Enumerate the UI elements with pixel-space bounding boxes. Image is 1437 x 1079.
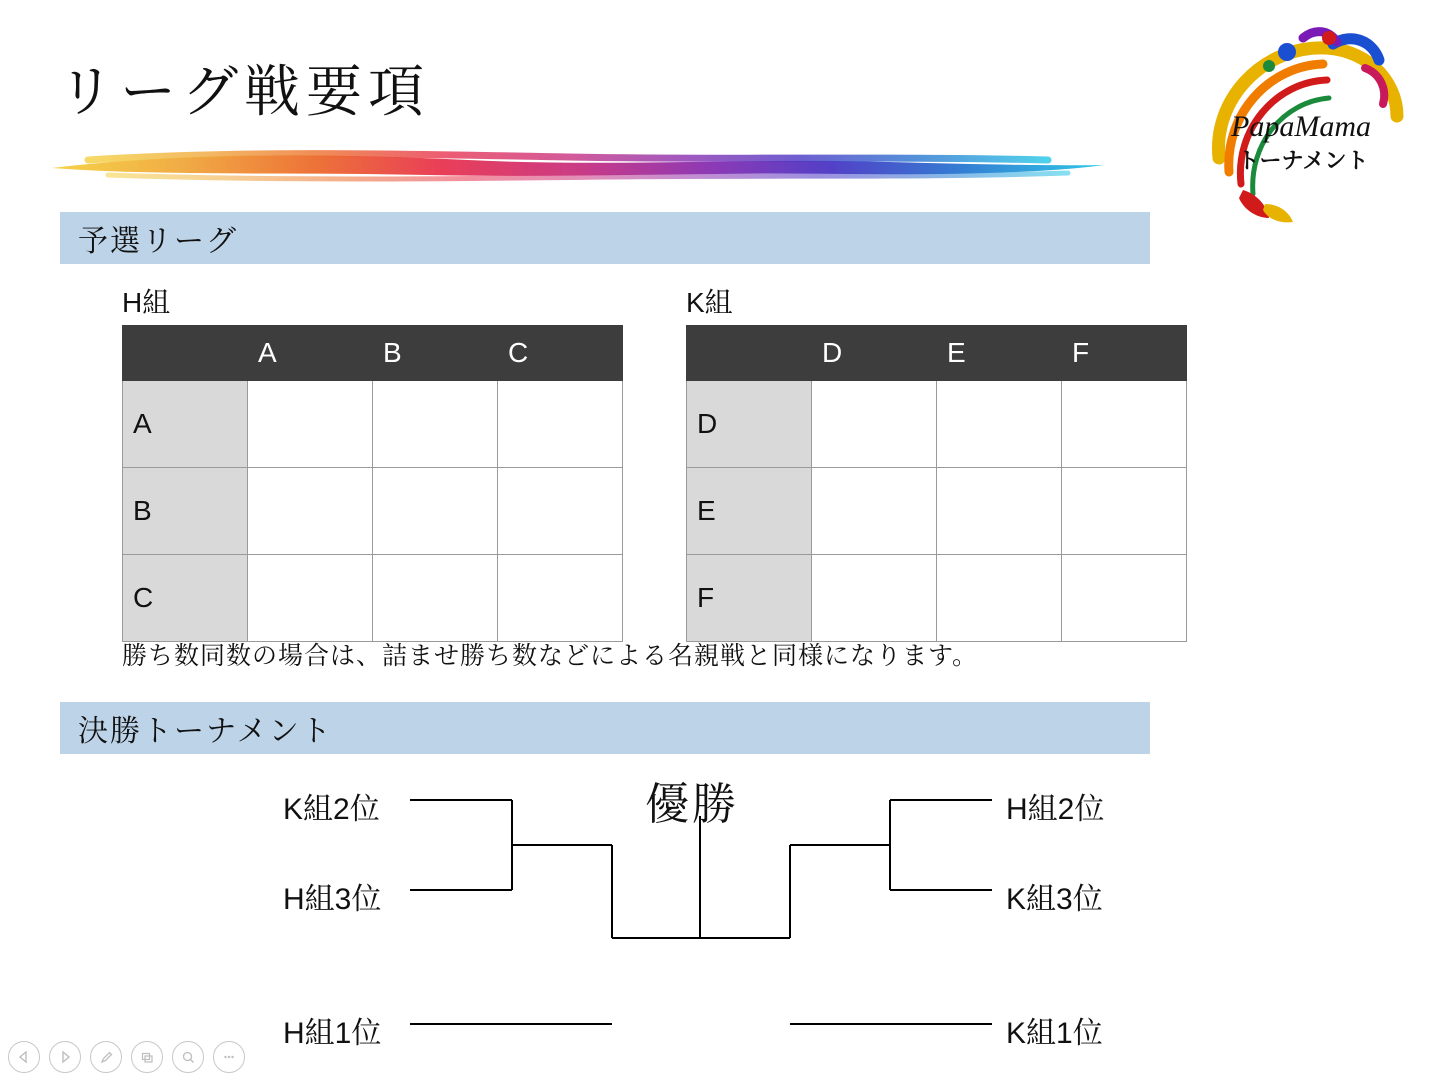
- zoom-icon[interactable]: [172, 1041, 204, 1073]
- bracket-seed-k2: K組2位: [283, 793, 380, 826]
- logo-brand-top: PapaMama: [1231, 110, 1371, 143]
- table-cell[interactable]: [937, 555, 1062, 642]
- table-cell[interactable]: [498, 468, 623, 555]
- table-cell[interactable]: [498, 381, 623, 468]
- table-cell[interactable]: [1062, 468, 1187, 555]
- table-header-row: [687, 326, 1187, 381]
- pen-icon[interactable]: [90, 1041, 122, 1073]
- table-cell[interactable]: [373, 555, 498, 642]
- table-row-header: C: [123, 555, 248, 642]
- table-cell[interactable]: [248, 468, 373, 555]
- logo-brand-bottom: トーナメント: [1237, 148, 1369, 173]
- table-col-header: C: [498, 326, 623, 381]
- section-label-preliminary: 予選リーグ: [78, 225, 238, 258]
- table-corner-cell: [123, 326, 248, 381]
- table-row-header: E: [687, 468, 812, 555]
- table-header-row: [123, 326, 623, 381]
- champion-label: 優勝: [645, 780, 739, 829]
- table-row-header: A: [123, 381, 248, 468]
- table-row: [123, 468, 623, 555]
- table-cell[interactable]: [937, 381, 1062, 468]
- table-cell[interactable]: [812, 468, 937, 555]
- table-cell[interactable]: [1062, 381, 1187, 468]
- table-row-header: B: [123, 468, 248, 555]
- table-corner-cell: [687, 326, 812, 381]
- table-row: [687, 381, 1187, 468]
- more-options-icon[interactable]: [213, 1041, 245, 1073]
- tournament-bracket: [0, 756, 1437, 1066]
- table-row: [687, 555, 1187, 642]
- bracket-seed-k1: K組1位: [1006, 1017, 1103, 1050]
- table-row: [123, 381, 623, 468]
- rainbow-brush-decoration: [48, 148, 1108, 182]
- table-col-header: B: [373, 326, 498, 381]
- group-h-title: H組: [122, 287, 171, 318]
- tiebreak-note: 勝ち数同数の場合は、詰ませ勝ち数などによる名親戦と同様になります。: [122, 643, 979, 670]
- group-k-table: [686, 325, 1187, 642]
- bracket-seed-k3: K組3位: [1006, 883, 1103, 916]
- table-row-header: F: [687, 555, 812, 642]
- table-row: [123, 555, 623, 642]
- slides-overview-icon[interactable]: [131, 1041, 163, 1073]
- logo: [1183, 8, 1419, 244]
- table-row-header: D: [687, 381, 812, 468]
- table-cell[interactable]: [498, 555, 623, 642]
- table-cell[interactable]: [812, 381, 937, 468]
- table-col-header: F: [1062, 326, 1187, 381]
- table-cell[interactable]: [1062, 555, 1187, 642]
- table-cell[interactable]: [248, 381, 373, 468]
- group-h-table: [122, 325, 623, 642]
- bracket-seed-h1: H組1位: [283, 1017, 382, 1050]
- prev-slide-icon[interactable]: [8, 1041, 40, 1073]
- group-k-block: [686, 281, 1187, 642]
- bracket-seed-h2: H組2位: [1006, 793, 1105, 826]
- table-col-header: D: [812, 326, 937, 381]
- table-row: [687, 468, 1187, 555]
- section-header-preliminary: [60, 212, 1150, 264]
- table-cell[interactable]: [373, 381, 498, 468]
- presentation-toolbar[interactable]: [8, 1041, 245, 1073]
- table-col-header: E: [937, 326, 1062, 381]
- table-cell[interactable]: [937, 468, 1062, 555]
- page-title: リーグ戦要項: [58, 62, 430, 124]
- group-h-block: [122, 281, 623, 642]
- next-slide-icon[interactable]: [49, 1041, 81, 1073]
- section-label-final: 決勝トーナメント: [78, 715, 333, 748]
- bracket-seed-h3: H組3位: [283, 883, 382, 916]
- table-col-header: A: [248, 326, 373, 381]
- table-cell[interactable]: [373, 468, 498, 555]
- table-cell[interactable]: [812, 555, 937, 642]
- group-k-title: K組: [686, 287, 733, 318]
- table-cell[interactable]: [248, 555, 373, 642]
- section-header-final: [60, 702, 1150, 754]
